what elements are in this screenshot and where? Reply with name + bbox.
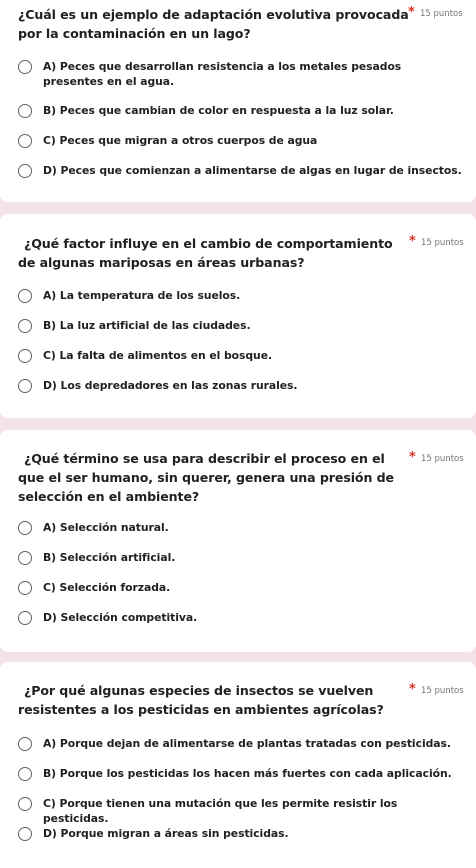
- radio-circle-icon[interactable]: [18, 827, 32, 841]
- radio-circle-icon[interactable]: [18, 60, 32, 74]
- question-title: ¿Qué término se usa para describir el proceso en el que el ser humano, sin querer, genera una presión de selección en el ambiente?: [18, 451, 394, 504]
- radio-circle-icon[interactable]: [18, 134, 32, 148]
- option-label: B) Porque los pesticidas los hacen más fuertes con cada aplicación.: [43, 767, 452, 780]
- radio-circle-icon[interactable]: [18, 581, 32, 595]
- radio-circle-icon[interactable]: [18, 767, 32, 781]
- question-card-2: [0, 214, 476, 418]
- option-radio[interactable]: [16, 163, 464, 178]
- radio-circle-icon[interactable]: [18, 797, 32, 811]
- option-radio[interactable]: [16, 766, 464, 781]
- question-title: ¿Cuál es un ejemplo de adaptación evolutiva provocada por la contaminación en un lago?: [18, 7, 409, 41]
- option-radio[interactable]: [16, 580, 464, 595]
- points-label: 15 puntos: [421, 686, 464, 696]
- question-card-4: [0, 662, 476, 868]
- option-label: B) La luz artificial de las ciudades.: [43, 319, 251, 332]
- question-card-3: [0, 430, 476, 652]
- points-label: 15 puntos: [421, 238, 464, 248]
- option-label: A) Selección natural.: [43, 521, 169, 534]
- option-label: D) Los depredadores en las zonas rurales.: [43, 379, 298, 392]
- option-radio[interactable]: [16, 59, 464, 89]
- radio-circle-icon[interactable]: [18, 521, 32, 535]
- radio-circle-icon[interactable]: [18, 164, 32, 178]
- radio-circle-icon[interactable]: [18, 379, 32, 393]
- option-radio[interactable]: [16, 826, 464, 841]
- question-title: ¿Qué factor influye en el cambio de comportamiento de algunas mariposas en áreas urbanas?: [18, 236, 393, 270]
- question-title: ¿Por qué algunas especies de insectos se vuelven resistentes a los pesticidas en ambientes agrícolas?: [18, 683, 384, 717]
- radio-circle-icon[interactable]: [18, 611, 32, 625]
- required-asterisk: *: [409, 234, 416, 249]
- option-radio[interactable]: [16, 288, 464, 303]
- option-label: D) Peces que comienzan a alimentarse de algas en lugar de insectos.: [43, 164, 462, 177]
- points-label: 15 puntos: [421, 454, 464, 464]
- option-radio[interactable]: [16, 550, 464, 565]
- option-label: C) Selección forzada.: [43, 581, 171, 594]
- option-radio[interactable]: [16, 133, 464, 148]
- radio-circle-icon[interactable]: [18, 319, 32, 333]
- required-asterisk: *: [409, 450, 416, 465]
- radio-circle-icon[interactable]: [18, 104, 32, 118]
- radio-circle-icon[interactable]: [18, 349, 32, 363]
- option-label: D) Porque migran a áreas sin pesticidas.: [43, 827, 289, 840]
- option-label: C) La falta de alimentos en el bosque.: [43, 349, 273, 362]
- required-asterisk: *: [409, 682, 416, 697]
- option-radio[interactable]: [16, 736, 464, 751]
- option-label: B) Peces que cambian de color en respuesta a la luz solar.: [43, 104, 394, 117]
- radio-circle-icon[interactable]: [18, 551, 32, 565]
- question-card-1: [0, 0, 476, 202]
- option-radio[interactable]: [16, 378, 464, 393]
- option-label: D) Selección competitiva.: [43, 611, 198, 624]
- radio-circle-icon[interactable]: [18, 737, 32, 751]
- points-label: 15 puntos: [420, 9, 463, 19]
- option-label: A) La temperatura de los suelos.: [43, 289, 241, 302]
- option-label: B) Selección artificial.: [43, 551, 176, 564]
- radio-circle-icon[interactable]: [18, 289, 32, 303]
- required-asterisk: *: [408, 5, 415, 20]
- option-label: A) Porque dejan de alimentarse de plantas tratadas con pesticidas.: [43, 737, 451, 750]
- option-radio[interactable]: [16, 103, 464, 118]
- option-radio[interactable]: [16, 318, 464, 333]
- option-radio[interactable]: [16, 610, 464, 625]
- option-radio[interactable]: [16, 796, 464, 826]
- option-radio[interactable]: [16, 348, 464, 363]
- option-label: C) Porque tienen una mutación que les permite resistir los pesticidas.: [43, 797, 398, 825]
- option-label: C) Peces que migran a otros cuerpos de agua: [43, 134, 318, 147]
- option-label: A) Peces que desarrollan resistencia a los metales pesados presentes en el agua.: [43, 60, 402, 88]
- option-radio[interactable]: [16, 520, 464, 535]
